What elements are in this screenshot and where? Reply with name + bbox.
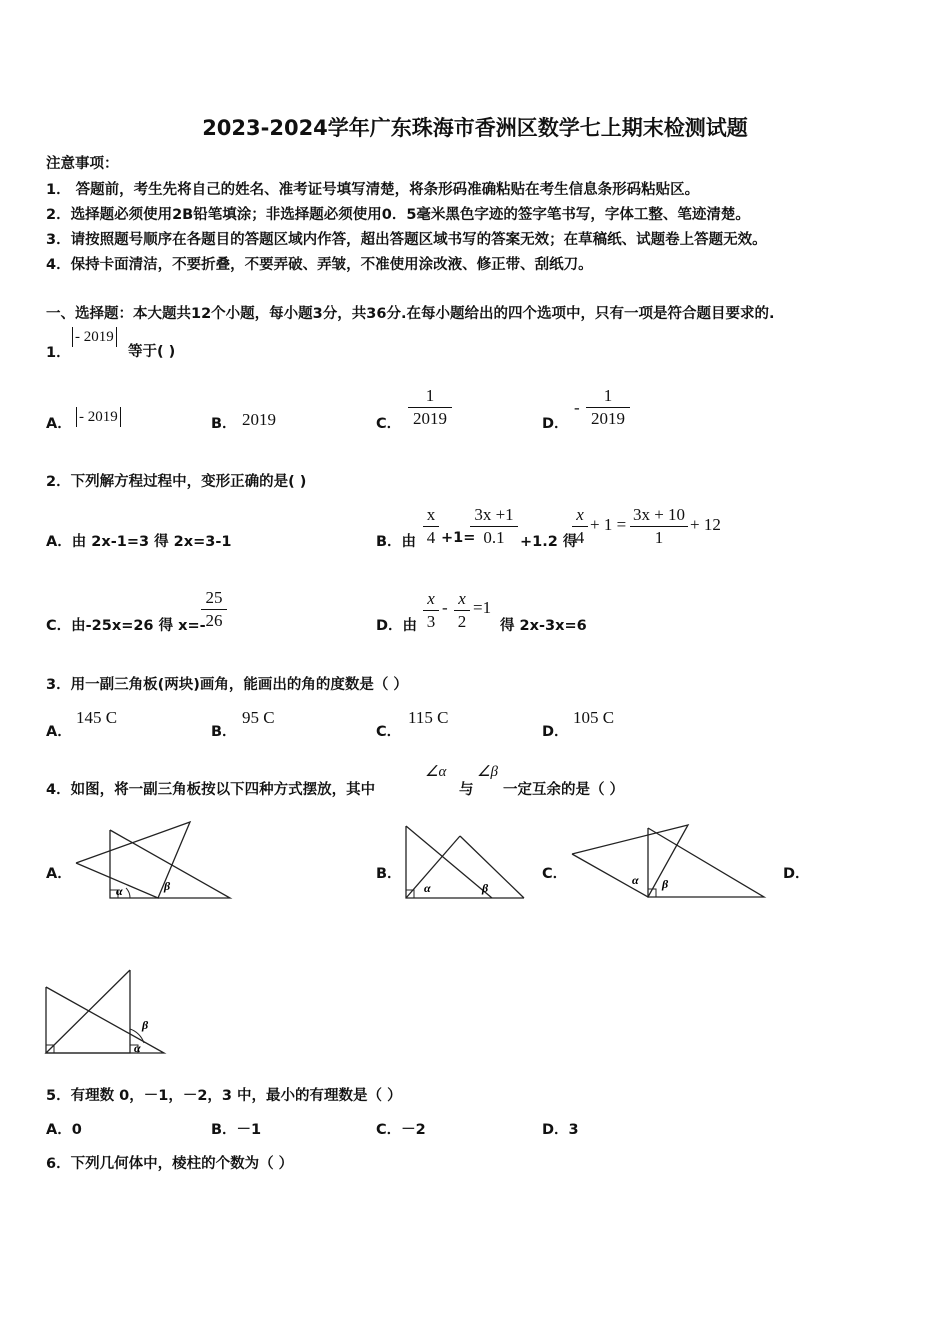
section-heading: 一、选择题：本大题共12个小题，每小题3分，共36分.在每小题给出的四个选项中，只有一项是符合题目要求的. [46,306,775,322]
q2-b-frac4-num: 3x + 10 [632,505,686,524]
q2-b-frac3-num: x [576,505,584,524]
q3-stem: 3．用一副三角板(两块)画角，能画出的角的度数是（ ） [46,677,408,693]
q4-figure-d [42,965,172,1060]
q1-d-denominator: 2019 [591,409,625,428]
q2-b-frac1-den: 4 [426,528,436,547]
q1-option-a-value: - 2019 [76,407,121,427]
q5-option-b: B．－1 [211,1122,262,1138]
q5-option-a: A．0 [46,1122,82,1138]
q4-figure-a [70,815,240,905]
q2-c-fraction [201,588,227,631]
q4-d-beta-label: β [142,1018,149,1032]
q4-option-c-label: C． [542,866,568,882]
q2-d-frac1 [423,589,439,632]
q2-option-b-label: B．由 [376,534,417,550]
notice-item-2: 2．选择题必须使用2B铅笔填涂；非选择题必须使用0．5毫米黑色字迹的签字笔书写，字体工整、笔迹清楚。 [46,207,750,223]
q2-stem: 2．下列解方程过程中，变形正确的是( ) [46,474,307,490]
q5-option-c: C．－2 [376,1122,426,1138]
q4-angle-alpha: ∠α [425,764,447,780]
q1-number: 1． [46,345,71,361]
q4-b-alpha-label: α [424,881,431,895]
q2-b-frac3-den: 4 [575,528,585,547]
q2-d-minus: - [442,598,448,617]
q4-stem-mid: 与 [459,782,474,798]
q2-c-den: 26 [205,611,223,630]
q2-option-d-label: D．由 [376,618,418,634]
q3-option-a-label: A． [46,724,72,740]
q4-figure-c [568,820,773,905]
q2-b-plus1: +1= [441,530,476,546]
q2-option-a: A．由 2x-1=3 得 2x=3-1 [46,534,232,550]
q6-stem: 6．下列几何体中，棱柱的个数为（ ） [46,1156,294,1172]
q1-option-d-fraction [586,386,630,429]
q2-b-frac1-num: x [426,505,436,524]
q1-c-denominator: 2019 [413,409,447,428]
q2-d-frac2-num: x [458,589,466,608]
q4-stem-pre: 4．如图，将一副三角板按以下四种方式摆放，其中 [46,782,376,798]
q2-b-frac3 [572,505,588,548]
q2-b-frac4-den: 1 [654,528,664,547]
q3-option-c-value: 115 C [408,708,449,727]
q2-d-frac1-den: 3 [426,612,436,631]
q2-b-frac4 [630,505,688,548]
q1-option-d-sign: - [574,398,580,417]
q1-option-b-label: B． [211,416,237,432]
q4-stem-post: 一定互余的是（ ） [503,782,625,798]
q4-angle-beta: ∠β [477,764,498,780]
q2-d-eq: =1 [473,598,492,617]
q2-b-tail: + 12 [690,515,721,534]
q2-option-c: C．由-25x=26 得 x=- [46,618,206,634]
page-title: 2023-2024学年广东珠海市香洲区数学七上期末检测试题 [202,116,748,140]
q4-c-alpha-label: α [632,873,639,887]
q2-b-plus12: +1.2 得 [520,534,578,550]
q4-a-alpha-label: α [116,884,123,898]
q3-option-b-label: B． [211,724,237,740]
q3-option-d-label: D． [542,724,569,740]
q2-b-frac1 [423,505,439,548]
q4-b-beta-label: β [482,881,489,895]
q2-b-plus1b: + 1 = [590,515,627,534]
q2-b-frac2-den: 0.1 [483,528,505,547]
q1-option-d-label: D． [542,416,569,432]
q1-c-numerator: 1 [425,386,435,405]
q2-d-frac1-num: x [427,589,435,608]
q2-b-frac2-num: 3x +1 [474,505,514,524]
q2-b-frac2 [470,505,518,548]
q1-stem: 等于( ) [128,344,176,360]
q1-expression: - 2019 [72,327,117,347]
q2-d-frac2 [454,589,470,632]
q4-c-beta-label: β [662,877,669,891]
q5-stem: 5．有理数 0，－1，－2，3 中，最小的有理数是（ ） [46,1088,402,1104]
notice-heading: 注意事项： [46,156,119,172]
q1-option-b-value: 2019 [242,410,276,429]
q5-option-d: D．3 [542,1122,579,1138]
q2-d-tail: 得 2x-3x=6 [500,618,587,634]
q4-option-b-label: B． [376,866,402,882]
q4-a-beta-label: β [164,879,171,893]
q1-d-numerator: 1 [603,386,613,405]
q1-option-c-label: C． [376,416,402,432]
notice-item-1: 1． 答题前，考生先将自己的姓名、准考证号填写清楚，将条形码准确粘贴在考生信息条形码粘贴区。 [46,182,700,198]
notice-item-3: 3．请按照题号顺序在各题目的答题区域内作答，超出答题区域书写的答案无效；在草稿纸、试题卷上答题无效。 [46,232,767,248]
q4-option-d-label: D． [783,866,810,882]
q4-figure-b [400,820,530,905]
q3-option-d-value: 105 C [573,708,615,727]
q1-option-a-label: A． [46,416,72,432]
notice-item-4: 4．保持卡面清洁，不要折叠，不要弄破、弄皱，不准使用涂改液、修正带、刮纸刀。 [46,257,593,273]
q3-option-b-value: 95 C [242,708,275,727]
q4-d-alpha-label: α [134,1041,141,1055]
q2-d-frac2-den: 2 [457,612,467,631]
q3-option-a-value: 145 C [76,708,118,727]
q3-option-c-label: C． [376,724,402,740]
q1-option-c-fraction [408,386,452,429]
q4-option-a-label: A． [46,866,72,882]
q2-c-num: 25 [205,588,223,607]
